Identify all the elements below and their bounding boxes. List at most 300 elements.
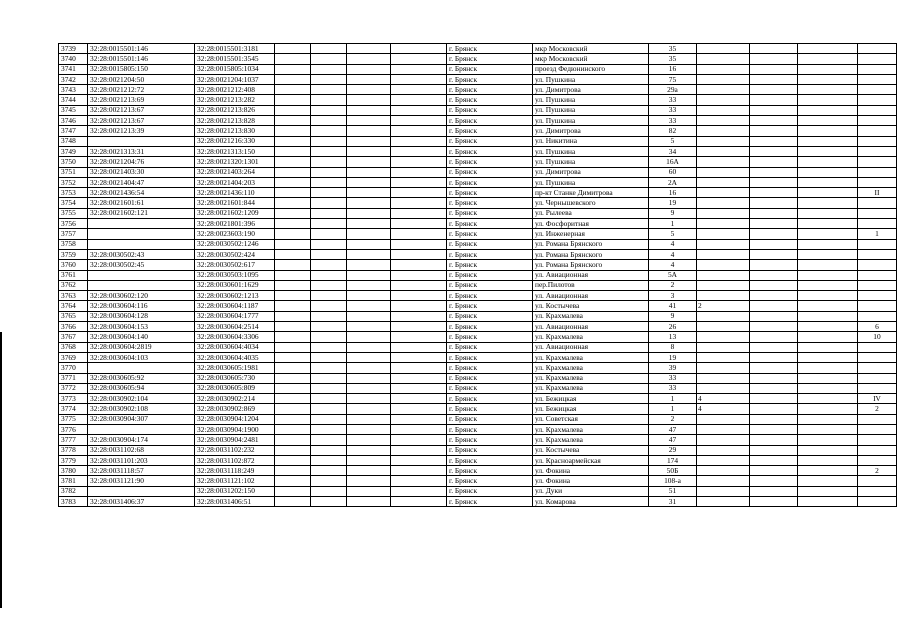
street-cell: ул. Пушкина [533,105,649,115]
city-cell: г. Брянск [447,167,533,177]
building-number-cell [697,373,750,383]
empty-cell [750,260,798,270]
empty-cell [311,445,347,455]
building-number-cell [697,332,750,342]
city-cell: г. Брянск [447,105,533,115]
building-number-cell [697,116,750,126]
land-cadastral-number-cell: 32:28:0015501:146 [88,54,195,64]
building-cadastral-number-cell: 32:28:0030605:1981 [195,363,275,373]
empty-cell [311,229,347,239]
empty-cell [347,64,391,74]
empty-cell [275,64,311,74]
empty-cell [347,476,391,486]
room-number-cell [858,239,897,249]
empty-cell [275,44,311,54]
row-number-cell: 3775 [59,414,88,424]
empty-cell [798,229,858,239]
empty-cell [275,146,311,156]
empty-cell [798,260,858,270]
empty-cell [798,219,858,229]
empty-cell [275,445,311,455]
house-number-cell: 16 [649,64,697,74]
house-number-cell: 4 [649,260,697,270]
empty-cell [391,74,447,84]
empty-cell [275,74,311,84]
land-cadastral-number-cell: 32:28:0021601:61 [88,198,195,208]
street-cell: ул. Авиационная [533,322,649,332]
land-cadastral-number-cell: 32:28:0021213:67 [88,105,195,115]
table-row [59,486,897,496]
city-cell: г. Брянск [447,466,533,476]
empty-cell [750,177,798,187]
land-cadastral-number-cell: 32:28:0021213:69 [88,95,195,105]
street-cell: ул. Крахмалева [533,311,649,321]
land-cadastral-number-cell: 32:28:0030604:140 [88,332,195,342]
row-number-cell: 3780 [59,466,88,476]
empty-cell [391,239,447,249]
empty-cell [347,177,391,187]
house-number-cell: 47 [649,435,697,445]
empty-cell [311,85,347,95]
empty-cell [275,198,311,208]
empty-cell [798,414,858,424]
empty-cell [750,229,798,239]
street-cell: ул. Чернышевского [533,198,649,208]
building-cadastral-number-cell: 32:28:0021320:1301 [195,157,275,167]
table-row [59,311,897,321]
empty-cell [798,291,858,301]
empty-cell [275,435,311,445]
empty-cell [311,414,347,424]
building-number-cell [697,74,750,84]
empty-cell [798,363,858,373]
empty-cell [798,54,858,64]
street-cell: ул. Авиационная [533,270,649,280]
building-number-cell [697,54,750,64]
empty-cell [798,188,858,198]
building-number-cell [697,95,750,105]
table-row [59,435,897,445]
city-cell: г. Брянск [447,188,533,198]
empty-cell [750,342,798,352]
land-cadastral-number-cell: 32:28:0030604:2819 [88,342,195,352]
empty-cell [347,332,391,342]
registry-table-body [59,44,897,507]
building-number-cell [697,352,750,362]
land-cadastral-number-cell [88,363,195,373]
empty-cell [275,260,311,270]
empty-cell [750,126,798,136]
empty-cell [750,280,798,290]
empty-cell [275,424,311,434]
room-number-cell [858,497,897,507]
empty-cell [311,54,347,64]
land-cadastral-number-cell: 32:28:0031406:37 [88,497,195,507]
empty-cell [391,404,447,414]
empty-cell [275,95,311,105]
room-number-cell [858,105,897,115]
empty-cell [275,363,311,373]
empty-cell [391,126,447,136]
street-cell: ул. Авиационная [533,291,649,301]
building-cadastral-number-cell: 32:28:0030904:1900 [195,424,275,434]
building-number-cell [697,476,750,486]
empty-cell [275,208,311,218]
empty-cell [347,383,391,393]
building-cadastral-number-cell: 32:28:0030604:3306 [195,332,275,342]
building-number-cell [697,342,750,352]
empty-cell [391,146,447,156]
empty-cell [275,280,311,290]
building-number-cell: 4 [697,404,750,414]
city-cell: г. Брянск [447,136,533,146]
empty-cell [347,322,391,332]
empty-cell [275,414,311,424]
empty-cell [347,44,391,54]
room-number-cell: IV [858,394,897,404]
city-cell: г. Брянск [447,219,533,229]
empty-cell [311,476,347,486]
room-number-cell [858,311,897,321]
row-number-cell: 3748 [59,136,88,146]
building-cadastral-number-cell: 32:28:0030601:1629 [195,280,275,290]
land-cadastral-number-cell: 32:28:0021602:121 [88,208,195,218]
empty-cell [798,424,858,434]
building-number-cell [697,157,750,167]
building-cadastral-number-cell: 32:28:0021213:826 [195,105,275,115]
land-cadastral-number-cell: 32:28:0021403:30 [88,167,195,177]
empty-cell [750,414,798,424]
empty-cell [311,466,347,476]
empty-cell [391,188,447,198]
city-cell: г. Брянск [447,455,533,465]
city-cell: г. Брянск [447,116,533,126]
empty-cell [391,54,447,64]
building-cadastral-number-cell: 32:28:0021213:830 [195,126,275,136]
table-row [59,229,897,239]
empty-cell [347,424,391,434]
empty-cell [391,260,447,270]
empty-cell [311,126,347,136]
building-cadastral-number-cell: 32:28:0021213:282 [195,95,275,105]
building-cadastral-number-cell: 32:28:0015501:3545 [195,54,275,64]
street-cell: ул. Крахмалева [533,435,649,445]
table-row [59,64,897,74]
row-number-cell: 3745 [59,105,88,115]
empty-cell [750,311,798,321]
building-cadastral-number-cell: 32:28:0021436:110 [195,188,275,198]
building-cadastral-number-cell: 32:28:0015805:1034 [195,64,275,74]
street-cell: ул. Романа Брянского [533,249,649,259]
building-number-cell [697,497,750,507]
room-number-cell [858,95,897,105]
empty-cell [750,352,798,362]
row-number-cell: 3782 [59,486,88,496]
building-number-cell [697,85,750,95]
building-cadastral-number-cell: 32:28:0030604:4034 [195,342,275,352]
empty-cell [311,332,347,342]
empty-cell [311,497,347,507]
empty-cell [275,311,311,321]
room-number-cell [858,136,897,146]
empty-cell [798,352,858,362]
empty-cell [311,167,347,177]
room-number-cell [858,167,897,177]
building-number-cell: 2 [697,301,750,311]
house-number-cell: 35 [649,44,697,54]
empty-cell [347,352,391,362]
room-number-cell [858,177,897,187]
building-number-cell [697,424,750,434]
empty-cell [798,435,858,445]
street-cell: ул. Рылеева [533,208,649,218]
house-number-cell: 33 [649,105,697,115]
empty-cell [275,239,311,249]
empty-cell [347,249,391,259]
empty-cell [750,239,798,249]
building-cadastral-number-cell: 32:28:0030902:214 [195,394,275,404]
street-cell: ул. Никитина [533,136,649,146]
city-cell: г. Брянск [447,126,533,136]
room-number-cell: II [858,188,897,198]
empty-cell [275,85,311,95]
empty-cell [391,219,447,229]
street-cell: ул. Пушкина [533,95,649,105]
city-cell: г. Брянск [447,332,533,342]
house-number-cell: 34 [649,146,697,156]
empty-cell [750,146,798,156]
room-number-cell [858,280,897,290]
table-row [59,177,897,187]
empty-cell [798,64,858,74]
table-row [59,466,897,476]
room-number-cell [858,383,897,393]
city-cell: г. Брянск [447,363,533,373]
land-cadastral-number-cell [88,136,195,146]
empty-cell [391,105,447,115]
building-number-cell [697,167,750,177]
empty-cell [750,64,798,74]
empty-cell [798,85,858,95]
empty-cell [311,44,347,54]
empty-cell [311,249,347,259]
street-cell: ул. Фокина [533,466,649,476]
empty-cell [311,280,347,290]
building-cadastral-number-cell: 32:28:0031121:102 [195,476,275,486]
city-cell: г. Брянск [447,342,533,352]
city-cell: г. Брянск [447,280,533,290]
row-number-cell: 3760 [59,260,88,270]
empty-cell [347,105,391,115]
empty-cell [275,352,311,362]
house-number-cell: 108-а [649,476,697,486]
house-number-cell: 1 [649,219,697,229]
table-row [59,373,897,383]
house-number-cell: 26 [649,322,697,332]
empty-cell [275,105,311,115]
land-cadastral-number-cell [88,280,195,290]
row-number-cell: 3751 [59,167,88,177]
empty-cell [347,260,391,270]
empty-cell [798,280,858,290]
land-cadastral-number-cell: 32:28:0030605:94 [88,383,195,393]
empty-cell [750,424,798,434]
row-number-cell: 3777 [59,435,88,445]
house-number-cell: 33 [649,383,697,393]
building-number-cell [697,466,750,476]
empty-cell [391,311,447,321]
table-row [59,424,897,434]
empty-cell [798,311,858,321]
table-row [59,383,897,393]
empty-cell [347,404,391,414]
building-number-cell [697,291,750,301]
empty-cell [391,342,447,352]
empty-cell [798,455,858,465]
empty-cell [391,167,447,177]
empty-cell [391,64,447,74]
empty-cell [275,322,311,332]
table-row [59,332,897,342]
empty-cell [275,116,311,126]
building-number-cell [697,280,750,290]
building-cadastral-number-cell: 32:28:0030904:2481 [195,435,275,445]
city-cell: г. Брянск [447,404,533,414]
row-number-cell: 3768 [59,342,88,352]
row-number-cell: 3769 [59,352,88,362]
empty-cell [311,352,347,362]
row-number-cell: 3739 [59,44,88,54]
room-number-cell [858,208,897,218]
row-number-cell: 3767 [59,332,88,342]
city-cell: г. Брянск [447,424,533,434]
room-number-cell [858,146,897,156]
house-number-cell: 1 [649,404,697,414]
empty-cell [275,476,311,486]
city-cell: г. Брянск [447,85,533,95]
empty-cell [798,239,858,249]
street-cell: пер.Пилотов [533,280,649,290]
table-row [59,342,897,352]
empty-cell [798,126,858,136]
empty-cell [311,342,347,352]
row-number-cell: 3764 [59,301,88,311]
table-row [59,85,897,95]
empty-cell [275,394,311,404]
building-cadastral-number-cell: 32:28:0030502:424 [195,249,275,259]
empty-cell [798,146,858,156]
house-number-cell: 3 [649,291,697,301]
house-number-cell: 19 [649,352,697,362]
empty-cell [798,301,858,311]
empty-cell [750,167,798,177]
empty-cell [275,455,311,465]
empty-cell [391,44,447,54]
empty-cell [750,188,798,198]
house-number-cell: 47 [649,424,697,434]
scan-edge-line [0,332,2,608]
row-number-cell: 3741 [59,64,88,74]
empty-cell [311,188,347,198]
room-number-cell [858,44,897,54]
house-number-cell: 16 [649,188,697,198]
table-row [59,116,897,126]
land-cadastral-number-cell: 32:28:0030604:153 [88,322,195,332]
building-number-cell [697,322,750,332]
empty-cell [798,74,858,84]
house-number-cell: 9 [649,311,697,321]
city-cell: г. Брянск [447,249,533,259]
land-cadastral-number-cell [88,270,195,280]
land-cadastral-number-cell: 32:28:0030602:120 [88,291,195,301]
building-number-cell [697,311,750,321]
empty-cell [750,291,798,301]
empty-cell [311,64,347,74]
street-cell: мкр Московский [533,44,649,54]
street-cell: ул. Костычева [533,445,649,455]
building-cadastral-number-cell: 32:28:0030602:1213 [195,291,275,301]
land-cadastral-number-cell: 32:28:0021436:54 [88,188,195,198]
empty-cell [391,435,447,445]
building-cadastral-number-cell: 32:28:0030904:1204 [195,414,275,424]
street-cell: ул. Романа Брянского [533,239,649,249]
empty-cell [798,198,858,208]
row-number-cell: 3753 [59,188,88,198]
land-cadastral-number-cell: 32:28:0030604:103 [88,352,195,362]
row-number-cell: 3757 [59,229,88,239]
table-row [59,54,897,64]
row-number-cell: 3766 [59,322,88,332]
row-number-cell: 3770 [59,363,88,373]
empty-cell [391,455,447,465]
empty-cell [311,424,347,434]
building-cadastral-number-cell: 32:28:0021213:828 [195,116,275,126]
city-cell: г. Брянск [447,301,533,311]
city-cell: г. Брянск [447,394,533,404]
empty-cell [347,270,391,280]
row-number-cell: 3763 [59,291,88,301]
building-number-cell [697,445,750,455]
room-number-cell [858,363,897,373]
empty-cell [798,177,858,187]
room-number-cell: 2 [858,404,897,414]
building-number-cell: 4 [697,394,750,404]
land-cadastral-number-cell [88,486,195,496]
land-cadastral-number-cell: 32:28:0015501:146 [88,44,195,54]
land-cadastral-number-cell: 32:28:0030605:92 [88,373,195,383]
table-row [59,239,897,249]
empty-cell [347,311,391,321]
building-cadastral-number-cell: 32:28:0030604:1187 [195,301,275,311]
empty-cell [750,270,798,280]
room-number-cell [858,445,897,455]
table-row [59,105,897,115]
land-cadastral-number-cell [88,424,195,434]
building-number-cell [697,229,750,239]
building-number-cell [697,383,750,393]
street-cell: ул. Костычева [533,301,649,311]
house-number-cell: 4 [649,239,697,249]
empty-cell [750,116,798,126]
street-cell: ул. Димитрова [533,167,649,177]
city-cell: г. Брянск [447,486,533,496]
empty-cell [391,383,447,393]
empty-cell [798,394,858,404]
table-row [59,95,897,105]
land-cadastral-number-cell: 32:28:0021404:47 [88,177,195,187]
land-cadastral-number-cell: 32:28:0021212:72 [88,85,195,95]
empty-cell [311,435,347,445]
